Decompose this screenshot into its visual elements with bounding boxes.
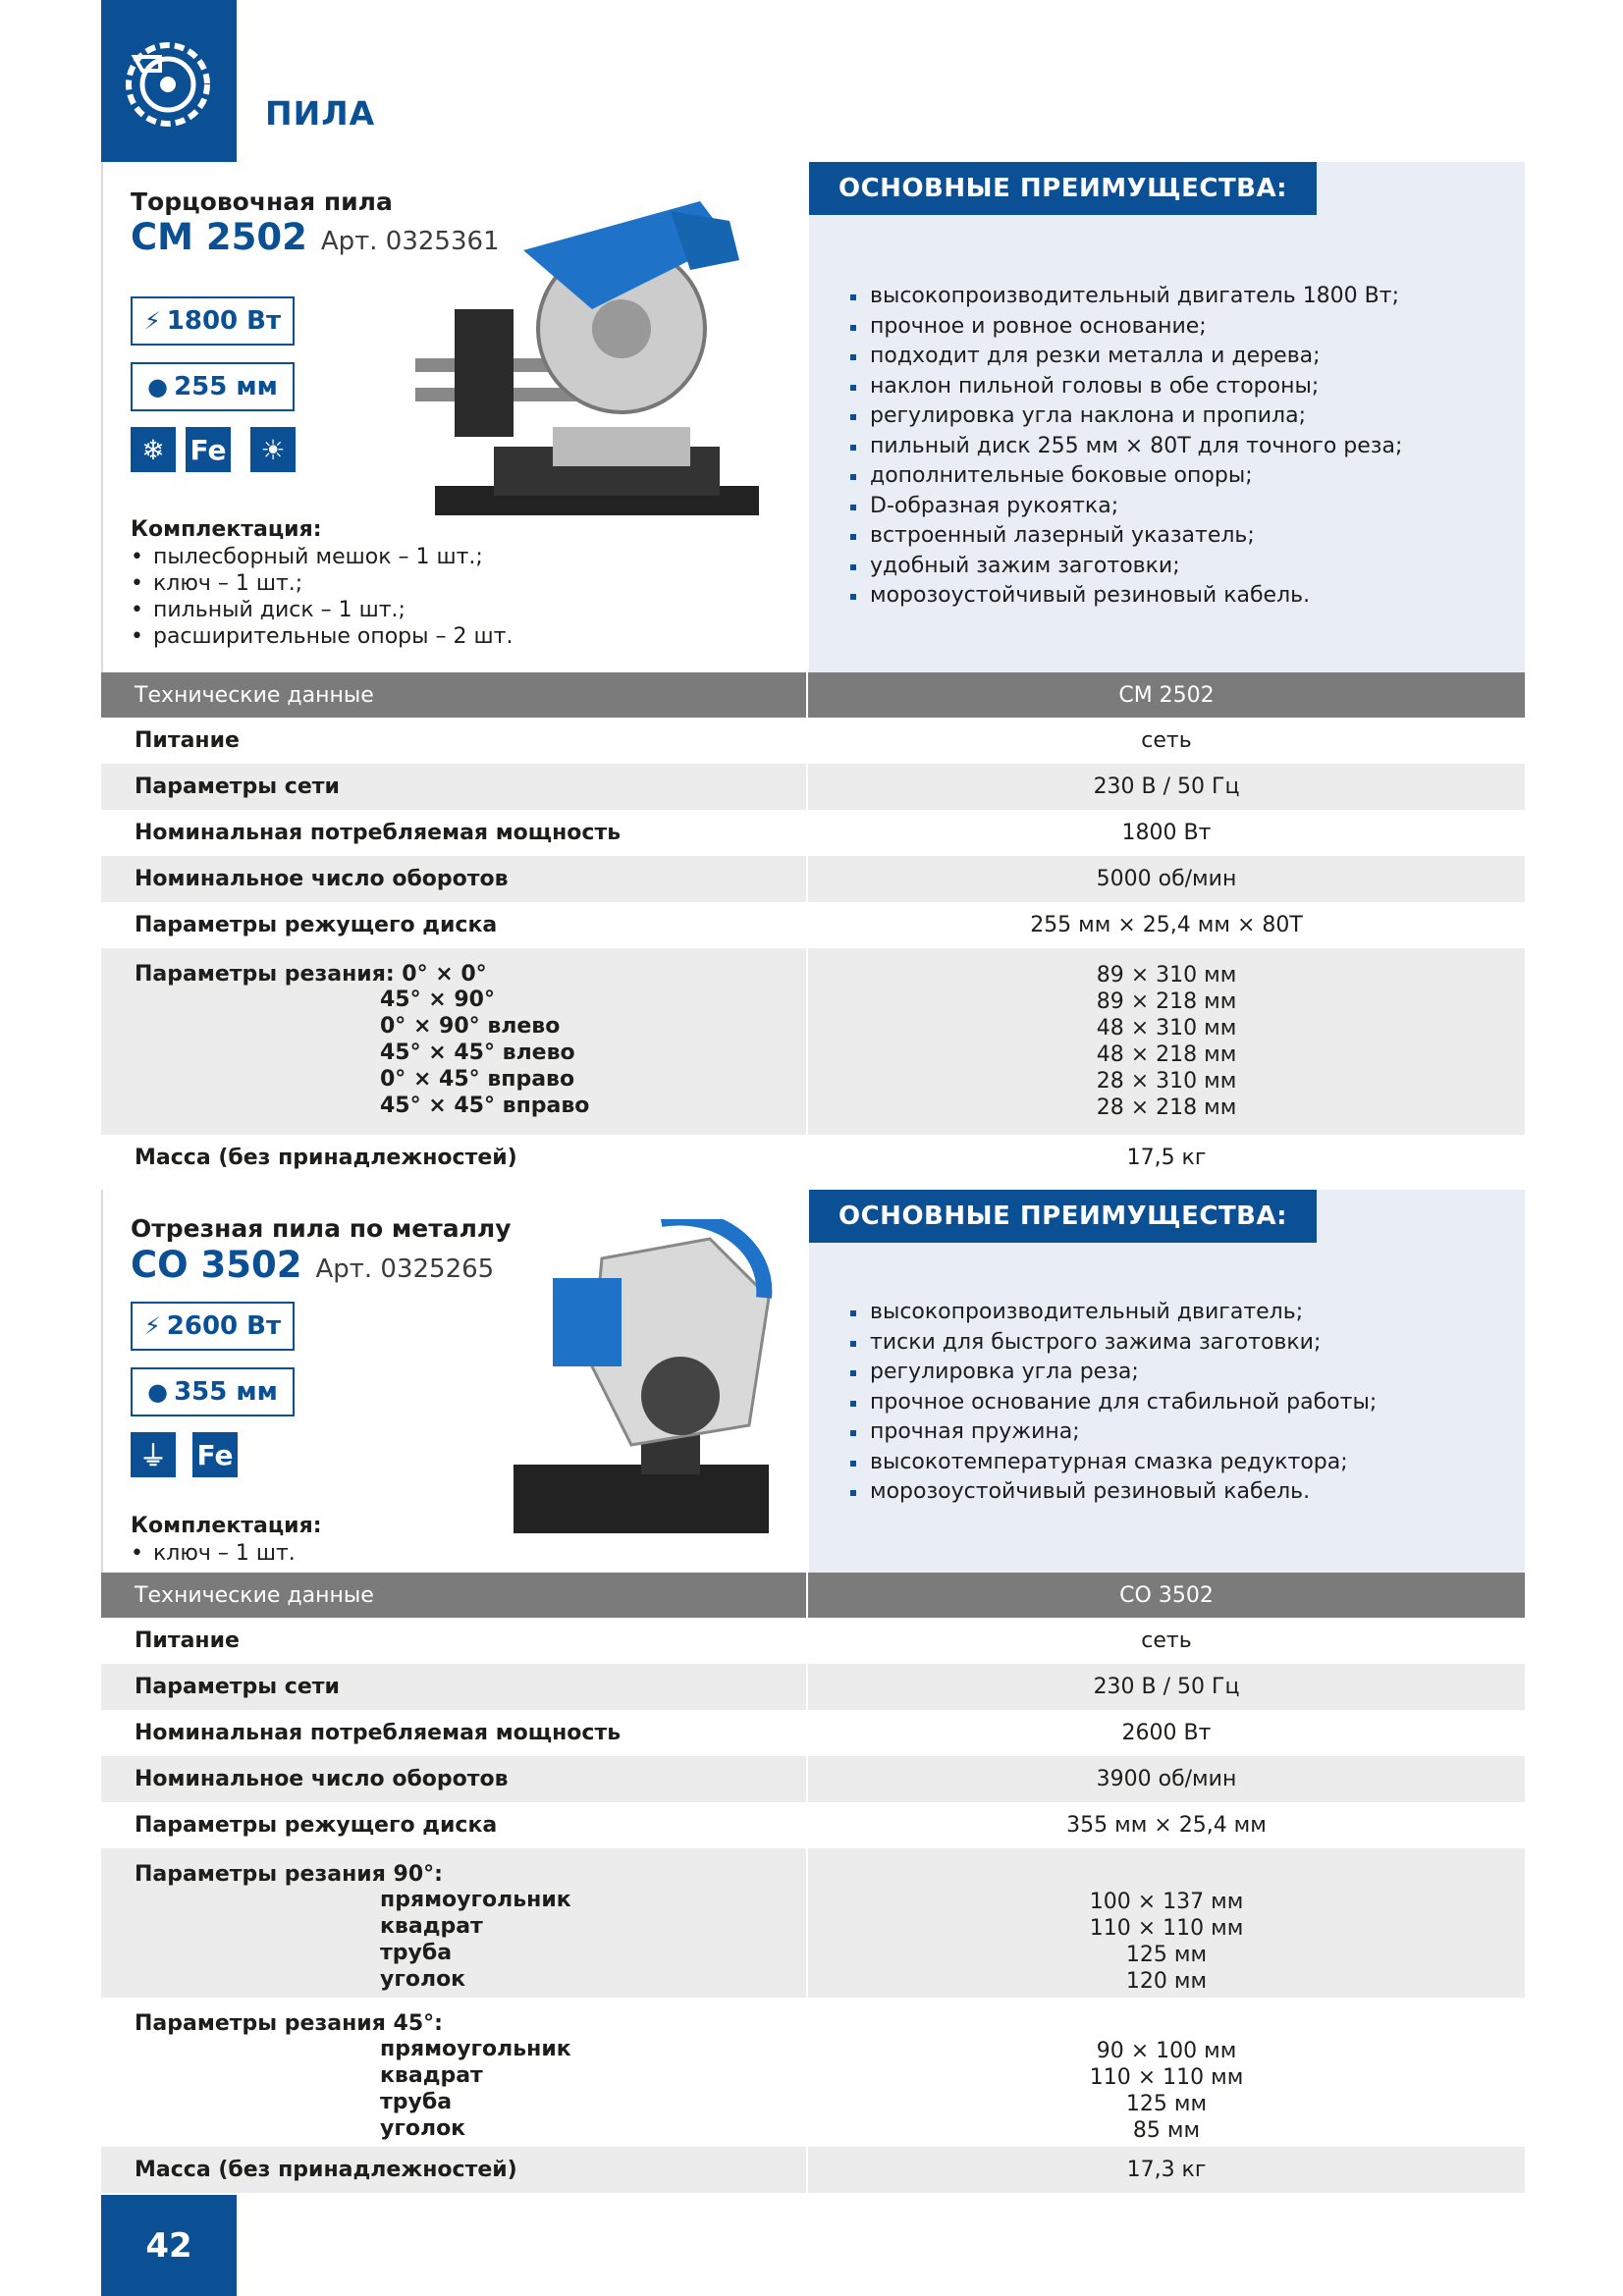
cut-value: 89 × 218 мм (1096, 989, 1237, 1014)
cut-value: 120 мм (1125, 1969, 1208, 1994)
row-value (808, 1848, 1525, 1998)
table-header (101, 1573, 1525, 1618)
table-row-cutting (101, 948, 1525, 1135)
row-value: 3900 об/мин (1096, 1767, 1237, 1791)
kit-title: Комплектация: (131, 1514, 322, 1538)
spec-table-cm2502 (101, 672, 1525, 1181)
model-name: CM 2502 (131, 216, 307, 258)
metal-fe-icon: Fe (186, 427, 231, 472)
cut-profile: прямоугольник (380, 1888, 571, 1912)
list-item: встроенный лазерный указатель; (850, 521, 1402, 552)
power-badge (131, 296, 295, 346)
list-item: прочная пружина; (850, 1417, 1377, 1448)
list-item: высокопроизводительный двигатель; (850, 1298, 1377, 1328)
cut-profile: труба (380, 2090, 453, 2114)
list-item: морозоустойчивый резиновый кабель. (850, 1477, 1377, 1508)
list-item: • ключ – 1 шт. (131, 1540, 296, 1567)
cut-profile: труба (380, 1941, 453, 1965)
list-item: пильный диск 255 мм × 80Т для точного реза; (850, 432, 1402, 462)
cable-icon: ⏚ (131, 1432, 176, 1477)
cut-value: 85 мм (1132, 2118, 1201, 2143)
disc-icon: ● (147, 1378, 169, 1406)
table-row (101, 1756, 1525, 1802)
page-number: 42 (101, 2195, 237, 2296)
cut-profile: уголок (380, 2116, 466, 2141)
row-value: 17,5 кг (1126, 1146, 1207, 1170)
cut-value: 89 × 310 мм (1096, 963, 1237, 988)
row-value: 230 В / 50 Гц (1093, 774, 1240, 799)
list-item: • ключ – 1 шт.; (131, 570, 513, 597)
disc-icon: ● (147, 373, 169, 400)
power-value: 2600 Вт (166, 1311, 282, 1341)
row-key: Номинальная потребляемая мощность (101, 810, 808, 856)
list-item: удобный зажим заготовки; (850, 552, 1402, 582)
cut-angles (135, 987, 589, 1119)
laser-icon: ☀ (250, 427, 296, 472)
list-item: морозоустойчивый резиновый кабель. (850, 581, 1402, 612)
row-value: 230 В / 50 Гц (1093, 1675, 1240, 1699)
table-row (101, 1710, 1525, 1756)
table-row (101, 764, 1525, 810)
header-model: CM 2502 (1118, 682, 1215, 708)
row-key: Параметры режущего диска (101, 1802, 808, 1848)
row-value: сеть (1141, 728, 1192, 753)
disc-badge (131, 362, 295, 411)
row-key: Параметры режущего диска (101, 902, 808, 948)
list-item: тиски для быстрого зажима заготовки; (850, 1328, 1377, 1359)
list-item: прочное и ровное основание; (850, 312, 1402, 343)
cut-value: 125 мм (1125, 2092, 1208, 2116)
advantages-list (850, 1298, 1377, 1508)
product-block-co3502 (101, 1190, 1525, 1573)
row-key: Номинальное число оборотов (101, 856, 808, 902)
list-item: высокотемпературная смазка редуктора; (850, 1448, 1377, 1478)
cut-value: 125 мм (1125, 1943, 1208, 1967)
saw-blade-icon (121, 37, 215, 132)
divider (101, 162, 103, 672)
cut-angle: 0° × 90° влево (380, 1014, 561, 1039)
page-title: ПИЛА (265, 94, 376, 133)
cut-profile: уголок (380, 1967, 466, 1992)
cut-profile: квадрат (380, 1914, 483, 1939)
model-name: CO 3502 (131, 1244, 302, 1286)
table-row (101, 1135, 1525, 1181)
header-label: Технические данные (101, 672, 808, 718)
row-value (808, 1998, 1525, 2147)
list-item: • пылесборный мешок – 1 шт.; (131, 544, 513, 570)
miter-saw-photo (396, 182, 798, 574)
advantages-panel (809, 1190, 1525, 1573)
product-block-cm2502 (101, 162, 1525, 672)
list-item: дополнительные боковые опоры; (850, 461, 1402, 492)
kit-title: Комплектация: (131, 517, 322, 542)
power-badge (131, 1302, 295, 1351)
table-row (101, 902, 1525, 948)
cut-label: Параметры резания: 0° × 0° (135, 962, 487, 987)
row-value: 5000 об/мин (1096, 867, 1237, 891)
list-item: • расширительные опоры – 2 шт. (131, 623, 513, 650)
lightning-icon: ⚡ (143, 307, 161, 335)
row-key: Номинальная потребляемая мощность (101, 1710, 808, 1756)
row-value: 17,3 кг (1126, 2158, 1207, 2182)
list-item: наклон пильной головы в обе стороны; (850, 372, 1402, 402)
row-key: Параметры сети (101, 764, 808, 810)
row-value: 355 мм × 25,4 мм (1066, 1813, 1267, 1838)
advantages-panel (809, 162, 1525, 672)
cut-profile: квадрат (380, 2063, 483, 2088)
table-header (101, 672, 1525, 718)
list-item: регулировка угла реза; (850, 1358, 1377, 1388)
row-key: Масса (без принадлежностей) (101, 1135, 808, 1181)
cut-angle: 0° × 45° вправо (380, 1067, 575, 1092)
cut-angle: 45° × 90° (380, 988, 495, 1012)
spec-table-co3502 (101, 1573, 1525, 2193)
table-row (101, 718, 1525, 764)
list-item: подходит для резки металла и дерева; (850, 342, 1402, 372)
row-value: 255 мм × 25,4 мм × 80Т (1030, 913, 1303, 937)
table-row-cutting-90 (101, 1848, 1525, 1998)
cut-angle: 45° × 45° влево (380, 1041, 575, 1065)
row-key: Питание (101, 1618, 808, 1664)
row-key: Масса (без принадлежностей) (101, 2147, 808, 2193)
row-key (101, 948, 808, 1135)
list-item: • пильный диск – 1 шт.; (131, 597, 513, 623)
cut-label: Параметры резания 90°: (135, 1862, 443, 1887)
header-label: Технические данные (101, 1573, 808, 1618)
disc-value: 355 мм (174, 1377, 278, 1407)
table-row (101, 1664, 1525, 1710)
divider (101, 1190, 103, 1573)
cut-value: 48 × 218 мм (1096, 1042, 1237, 1067)
header-model: CO 3502 (1119, 1582, 1214, 1608)
section-tab (101, 0, 237, 162)
power-value: 1800 Вт (166, 306, 282, 336)
cut-value: 110 × 110 мм (1089, 1916, 1244, 1941)
article-number: Арт. 0325265 (315, 1255, 495, 1284)
table-row (101, 1802, 1525, 1848)
cut-value: 28 × 218 мм (1096, 1095, 1237, 1120)
disc-badge (131, 1367, 295, 1416)
row-key: Параметры сети (101, 1664, 808, 1710)
disc-value: 255 мм (174, 372, 278, 401)
product-model (131, 1244, 494, 1286)
product-category: Отрезная пила по металлу (131, 1214, 512, 1243)
cut-value: 100 × 137 мм (1089, 1890, 1244, 1914)
frost-resistant-icon: ❄ (131, 427, 176, 472)
row-value: сеть (1141, 1629, 1192, 1653)
row-key (101, 1848, 808, 1998)
table-row (101, 1618, 1525, 1664)
cut-label: Параметры резания 45°: (135, 2011, 443, 2036)
row-value (808, 948, 1525, 1135)
metal-fe-icon: Fe (192, 1432, 238, 1477)
list-item: прочное основание для стабильной работы; (850, 1388, 1377, 1418)
advantages-list (850, 282, 1402, 612)
cut-profile: прямоугольник (380, 2037, 571, 2061)
row-key: Номинальное число оборотов (101, 1756, 808, 1802)
cut-value: 90 × 100 мм (1096, 2039, 1237, 2063)
list-item: регулировка угла наклона и пропила; (850, 401, 1402, 432)
table-row (101, 810, 1525, 856)
table-row-cutting-45 (101, 1998, 1525, 2147)
cut-value: 110 × 110 мм (1089, 2065, 1244, 2090)
row-key: Питание (101, 718, 808, 764)
article-number: Арт. 0325361 (320, 227, 500, 256)
row-value: 1800 Вт (1121, 821, 1212, 845)
cut-profiles (135, 2036, 571, 2142)
lightning-icon: ⚡ (143, 1312, 161, 1340)
cut-angle: 45° × 45° вправо (380, 1094, 590, 1118)
cut-value: 28 × 310 мм (1096, 1069, 1237, 1094)
cut-profiles (135, 1887, 571, 1993)
row-key (101, 1998, 808, 2147)
advantages-title: ОСНОВНЫЕ ПРЕИМУЩЕСТВА: (809, 1190, 1317, 1243)
cut-value: 48 × 310 мм (1096, 1016, 1237, 1041)
kit-list (131, 1540, 296, 1567)
product-category: Торцовочная пила (131, 187, 393, 216)
cut-off-saw-photo (514, 1219, 779, 1563)
advantages-title: ОСНОВНЫЕ ПРЕИМУЩЕСТВА: (809, 162, 1317, 215)
table-row (101, 2147, 1525, 2193)
row-value: 2600 Вт (1121, 1721, 1212, 1745)
list-item: высокопроизводительный двигатель 1800 Вт; (850, 282, 1402, 312)
table-row (101, 856, 1525, 902)
list-item: D-образная рукоятка; (850, 492, 1402, 522)
